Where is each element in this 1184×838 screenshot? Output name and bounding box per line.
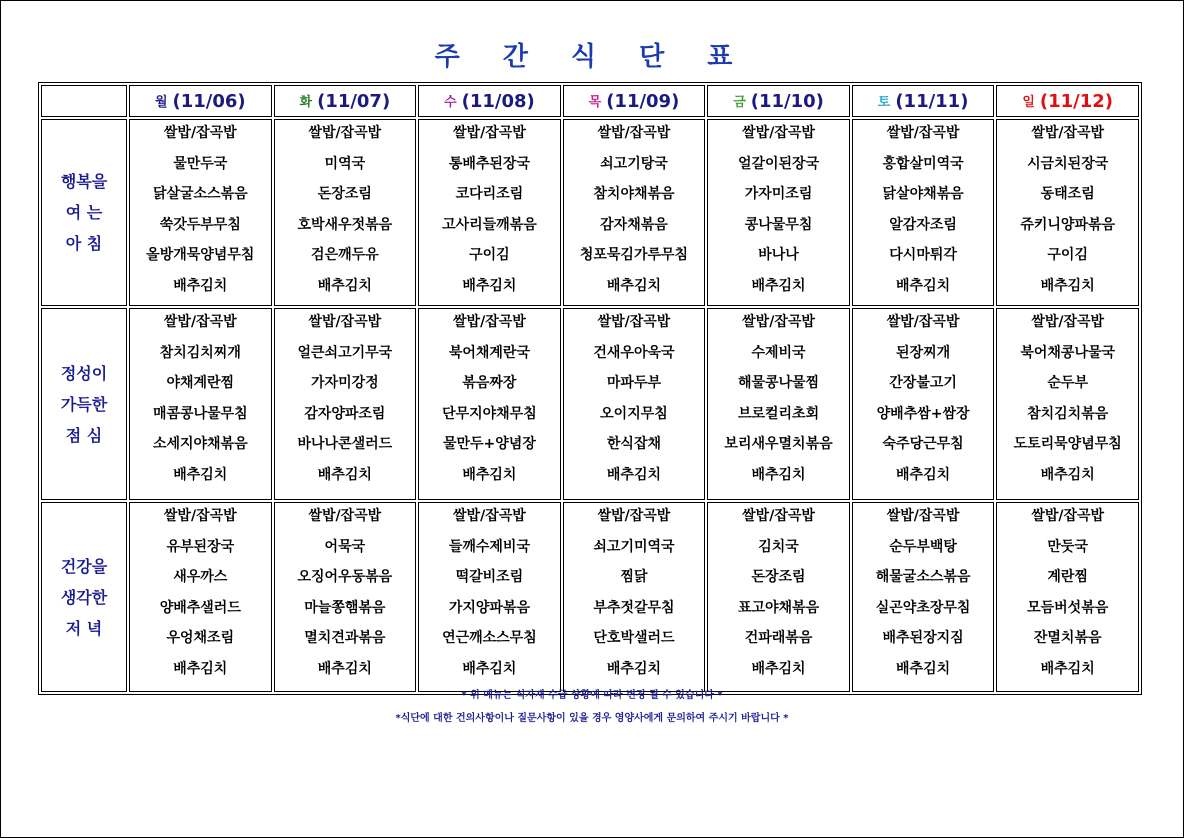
menu-cell xyxy=(418,119,561,306)
menu-item: 청포묵김가루무침 xyxy=(579,247,689,263)
day-glyph-icon: 금 xyxy=(733,94,746,110)
menu-cell xyxy=(707,502,850,692)
menu-item: 볶음짜장 xyxy=(462,375,517,391)
menu-cell xyxy=(274,119,417,306)
menu-item: 쌀밥/잡곡밥 xyxy=(886,314,960,330)
day-glyph-icon: 월 xyxy=(154,94,168,110)
menu-item: 구이김 xyxy=(469,247,510,263)
menu-item: 오징어우동볶음 xyxy=(297,569,393,585)
menu-item: 배추김치 xyxy=(317,660,372,677)
menu-item: 배추김치 xyxy=(751,466,806,483)
meal-label-line: 여 는 xyxy=(65,203,103,222)
menu-item: 쇠고기탕국 xyxy=(600,155,668,172)
menu-item: 고사리들깨볶음 xyxy=(442,216,537,233)
menu-list xyxy=(853,503,994,688)
day-date: (11/06) xyxy=(172,90,246,112)
day-date: (11/07) xyxy=(317,90,391,112)
menu-item: 쌀밥/잡곡밥 xyxy=(308,508,382,524)
menu-item: 소세지야채볶음 xyxy=(152,436,248,452)
menu-item: 배추김치 xyxy=(462,277,517,294)
menu-list xyxy=(275,309,416,494)
menu-list xyxy=(853,309,994,494)
menu-item: 간장불고기 xyxy=(889,375,957,391)
menu-list xyxy=(419,120,560,305)
menu-item: 도토리묵양념무침 xyxy=(1013,436,1122,452)
menu-item: 마파두부 xyxy=(606,375,662,391)
menu-item: 쌀밥/잡곡밥 xyxy=(1031,125,1105,141)
menu-list xyxy=(564,503,705,688)
menu-item: 북어채콩나물국 xyxy=(1020,344,1116,361)
menu-item: 순두부 xyxy=(1047,375,1088,391)
menu-list xyxy=(130,503,271,688)
menu-list xyxy=(997,120,1138,305)
menu-item: 배추김치 xyxy=(173,466,228,483)
menu-item: 쑥갓두부무침 xyxy=(159,216,241,233)
day-header-thu xyxy=(563,85,706,117)
menu-item: 알감자조림 xyxy=(889,216,957,233)
menu-item: 감자양파조림 xyxy=(304,405,386,422)
menu-item: 쌀밥/잡곡밥 xyxy=(163,125,237,141)
menu-item: 오이지무침 xyxy=(600,405,668,422)
menu-item: 떡갈비조림 xyxy=(455,569,524,585)
menu-cell xyxy=(274,502,417,692)
day-header-tue xyxy=(274,85,417,117)
menu-list xyxy=(419,503,560,688)
menu-item: 계란찜 xyxy=(1047,569,1088,585)
menu-item: 물만두+양념장 xyxy=(442,436,536,452)
menu-item: 코다리조림 xyxy=(455,186,524,202)
menu-item: 물만두국 xyxy=(173,155,228,172)
menu-item: 다시마튀각 xyxy=(889,247,957,263)
menu-item: 찜닭 xyxy=(620,569,648,585)
menu-list xyxy=(997,309,1138,494)
menu-item: 쌀밥/잡곡밥 xyxy=(1031,314,1105,330)
menu-item: 쌀밥/잡곡밥 xyxy=(742,508,815,524)
menu-item: 건새우아욱국 xyxy=(593,344,675,361)
menu-item: 브로컬리초회 xyxy=(737,405,820,422)
meal-label-line: 가득한 xyxy=(60,394,108,414)
menu-item: 올방개묵양념무침 xyxy=(146,247,255,263)
menu-item: 북어채계란국 xyxy=(448,344,530,361)
menu-item: 통배추된장국 xyxy=(448,155,530,172)
menu-item: 바나나 xyxy=(758,247,799,263)
menu-list xyxy=(708,120,849,305)
menu-item: 참치김치볶음 xyxy=(1027,405,1109,422)
menu-item: 매콤콩나물무침 xyxy=(152,405,248,422)
menu-item: 배추김치 xyxy=(317,277,372,294)
menu-item: 얼큰쇠고기무국 xyxy=(297,344,393,361)
menu-cell xyxy=(996,119,1139,306)
menu-item: 야채계란찜 xyxy=(166,375,235,391)
menu-item: 배추된장지짐 xyxy=(882,630,964,646)
menu-list xyxy=(997,503,1138,688)
menu-item: 배추김치 xyxy=(896,466,951,483)
day-header-mon xyxy=(129,85,272,117)
menu-item: 홍합살미역국 xyxy=(882,155,964,172)
menu-item: 닭살야채볶음 xyxy=(882,186,964,202)
day-glyph-icon: 일 xyxy=(1022,94,1035,110)
day-header-sun xyxy=(996,85,1139,117)
day-glyph-icon: 목 xyxy=(588,94,602,110)
menu-list xyxy=(275,120,416,305)
menu-item: 참치김치찌개 xyxy=(159,344,241,361)
menu-item: 배추김치 xyxy=(317,466,372,483)
menu-cell xyxy=(852,502,995,692)
menu-item: 마늘쫑햄볶음 xyxy=(304,599,386,616)
day-glyph-icon: 화 xyxy=(299,94,313,110)
menu-item: 쌀밥/잡곡밥 xyxy=(597,508,671,524)
menu-item: 얼갈이된장국 xyxy=(737,155,820,172)
day-header-fri xyxy=(707,85,850,117)
menu-item: 쌀밥/잡곡밥 xyxy=(886,508,960,524)
menu-item: 수제비국 xyxy=(751,344,806,361)
meal-label-line: 생각한 xyxy=(60,587,108,607)
menu-item: 새우까스 xyxy=(173,569,228,585)
menu-item: 쌀밥/잡곡밥 xyxy=(453,508,526,524)
day-glyph-icon: 토 xyxy=(877,94,891,110)
menu-item: 쌀밥/잡곡밥 xyxy=(308,125,382,141)
meal-label-line: 정성이 xyxy=(60,363,108,383)
day-date: (11/09) xyxy=(606,90,680,112)
menu-item: 표고야채볶음 xyxy=(737,599,820,616)
menu-item: 시금치된장국 xyxy=(1027,155,1109,172)
menu-item: 배추김치 xyxy=(1040,660,1095,677)
menu-cell xyxy=(852,119,995,306)
menu-list xyxy=(130,309,271,494)
menu-item: 쇠고기미역국 xyxy=(593,538,675,555)
menu-item: 부추젓갈무침 xyxy=(593,599,675,616)
menu-item: 배추김치 xyxy=(751,277,806,294)
menu-cell xyxy=(563,119,706,306)
menu-item: 쌀밥/잡곡밥 xyxy=(453,314,526,330)
day-date: (11/11) xyxy=(895,90,969,112)
menu-item: 어묵국 xyxy=(324,538,366,555)
menu-item: 미역국 xyxy=(324,155,366,172)
menu-list xyxy=(564,120,705,305)
day-date: (11/10) xyxy=(750,90,824,112)
meal-label-line: 점 심 xyxy=(65,425,103,445)
meal-row-breakfast xyxy=(41,119,1139,306)
day-header-wed xyxy=(418,85,561,117)
weekly-menu-table xyxy=(38,82,1142,695)
menu-item: 배추김치 xyxy=(1040,466,1095,483)
menu-cell xyxy=(129,119,272,306)
menu-item: 가자미조림 xyxy=(744,186,813,202)
contact-dietitian-note: *식단에 대한 건의사항이나 질문사항이 있을 경우 영양사에게 문의하여 주시기 바랍니다 * xyxy=(395,713,789,724)
corner-cell xyxy=(41,85,127,117)
menu-item: 양배추샐러드 xyxy=(159,599,241,616)
meal-row-dinner xyxy=(41,502,1139,692)
menu-cell xyxy=(418,308,561,500)
menu-item: 쌀밥/잡곡밥 xyxy=(597,125,671,141)
menu-item: 만둣국 xyxy=(1047,538,1088,555)
menu-item: 연근깨소스무침 xyxy=(442,630,537,646)
day-date: (11/12) xyxy=(1039,90,1114,112)
menu-item: 쌀밥/잡곡밥 xyxy=(886,125,960,141)
menu-item: 배추김치 xyxy=(751,660,806,677)
menu-item: 순두부백탕 xyxy=(889,538,957,555)
menu-cell xyxy=(129,308,272,500)
menu-item: 유부된장국 xyxy=(166,538,235,555)
menu-item: 호박새우젓볶음 xyxy=(297,216,393,233)
menu-item: 들깨수제비국 xyxy=(448,538,530,555)
menu-item: 참치야채볶음 xyxy=(593,186,675,202)
meal-label-line: 행복을 xyxy=(60,172,108,191)
menu-cell xyxy=(852,308,995,500)
menu-cell xyxy=(707,308,850,500)
menu-item: 우엉채조림 xyxy=(166,630,235,646)
menu-change-note: * 위 메뉴는 식자재 수급 상황에 따라 변경 될 수 있습니다 * xyxy=(461,690,723,701)
day-glyph-icon: 수 xyxy=(444,94,457,110)
menu-item: 배추김치 xyxy=(173,660,228,677)
menu-item: 쥬키니양파볶음 xyxy=(1020,216,1116,233)
day-date: (11/08) xyxy=(461,90,535,112)
menu-item: 보리새우멸치볶음 xyxy=(724,436,833,452)
menu-item: 돈장조림 xyxy=(751,569,806,585)
menu-item: 가자미강정 xyxy=(311,375,379,391)
menu-list xyxy=(708,309,849,494)
menu-item: 배추김치 xyxy=(462,466,517,483)
menu-cell xyxy=(563,308,706,500)
menu-item: 가지양파볶음 xyxy=(448,599,530,616)
menu-item: 콩나물무침 xyxy=(744,216,813,233)
menu-item: 감자채볶음 xyxy=(600,216,668,233)
menu-item: 배추김치 xyxy=(1040,277,1095,294)
menu-item: 된장찌개 xyxy=(896,344,951,361)
day-header-row xyxy=(41,85,1139,117)
menu-item: 구이김 xyxy=(1047,247,1088,263)
menu-item: 배추김치 xyxy=(896,660,951,677)
menu-item: 쌀밥/잡곡밥 xyxy=(742,314,815,330)
meal-label-line: 아 침 xyxy=(65,234,103,253)
menu-cell xyxy=(996,502,1139,692)
menu-item: 해물콩나물찜 xyxy=(737,375,820,391)
menu-cell xyxy=(418,502,561,692)
menu-cell xyxy=(707,119,850,306)
menu-item: 김치국 xyxy=(758,538,799,555)
menu-item: 실곤약초장무침 xyxy=(875,599,971,616)
menu-item: 멸치견과볶음 xyxy=(304,630,386,646)
menu-item: 쌀밥/잡곡밥 xyxy=(453,125,526,141)
menu-list xyxy=(419,309,560,494)
menu-list xyxy=(130,120,271,305)
menu-item: 단호박샐러드 xyxy=(593,630,675,646)
page-title: 주 간 식 단 표 xyxy=(434,42,750,72)
menu-item: 단무지야채무침 xyxy=(442,405,537,422)
menu-list xyxy=(708,503,849,688)
meal-label-lunch xyxy=(41,308,127,500)
menu-item: 닭살굴소스볶음 xyxy=(152,186,248,202)
menu-item: 배추김치 xyxy=(896,277,951,294)
menu-item: 배추김치 xyxy=(173,277,228,294)
menu-item: 쌀밥/잡곡밥 xyxy=(308,314,382,330)
meal-row-lunch xyxy=(41,308,1139,500)
menu-item: 건파래볶음 xyxy=(744,630,813,646)
menu-item: 동태조림 xyxy=(1040,186,1095,202)
menu-item: 바나나콘샐러드 xyxy=(297,436,393,452)
menu-item: 쌀밥/잡곡밥 xyxy=(1031,508,1105,524)
menu-cell xyxy=(996,308,1139,500)
menu-list xyxy=(853,120,994,305)
meal-label-breakfast xyxy=(41,119,127,306)
day-header-sat xyxy=(852,85,995,117)
menu-item: 검은깨두유 xyxy=(311,247,379,263)
meal-label-dinner xyxy=(41,502,127,692)
menu-item: 배추김치 xyxy=(606,277,662,294)
menu-item: 쌀밥/잡곡밥 xyxy=(163,314,237,330)
menu-item: 쌀밥/잡곡밥 xyxy=(597,314,671,330)
menu-item: 쌀밥/잡곡밥 xyxy=(742,125,815,141)
menu-item: 돈장조림 xyxy=(317,186,372,202)
menu-item: 한식잡채 xyxy=(606,436,662,452)
menu-cell xyxy=(563,502,706,692)
menu-item: 숙주당근무침 xyxy=(882,436,964,452)
menu-item: 배추김치 xyxy=(606,466,662,483)
menu-cell xyxy=(274,308,417,500)
menu-cell xyxy=(129,502,272,692)
menu-item: 배추김치 xyxy=(606,660,662,677)
menu-item: 해물굴소스볶음 xyxy=(875,569,971,585)
menu-item: 잔멸치볶음 xyxy=(1033,630,1102,646)
menu-list xyxy=(275,503,416,688)
meal-label-line: 저 녁 xyxy=(65,618,103,638)
menu-item: 쌀밥/잡곡밥 xyxy=(163,508,237,524)
menu-item: 배추김치 xyxy=(462,660,517,677)
menu-item: 양배추쌈+쌈장 xyxy=(876,405,970,422)
meal-label-line: 건강을 xyxy=(60,556,108,576)
menu-list xyxy=(564,309,705,494)
menu-item: 모듬버섯볶음 xyxy=(1027,599,1109,616)
